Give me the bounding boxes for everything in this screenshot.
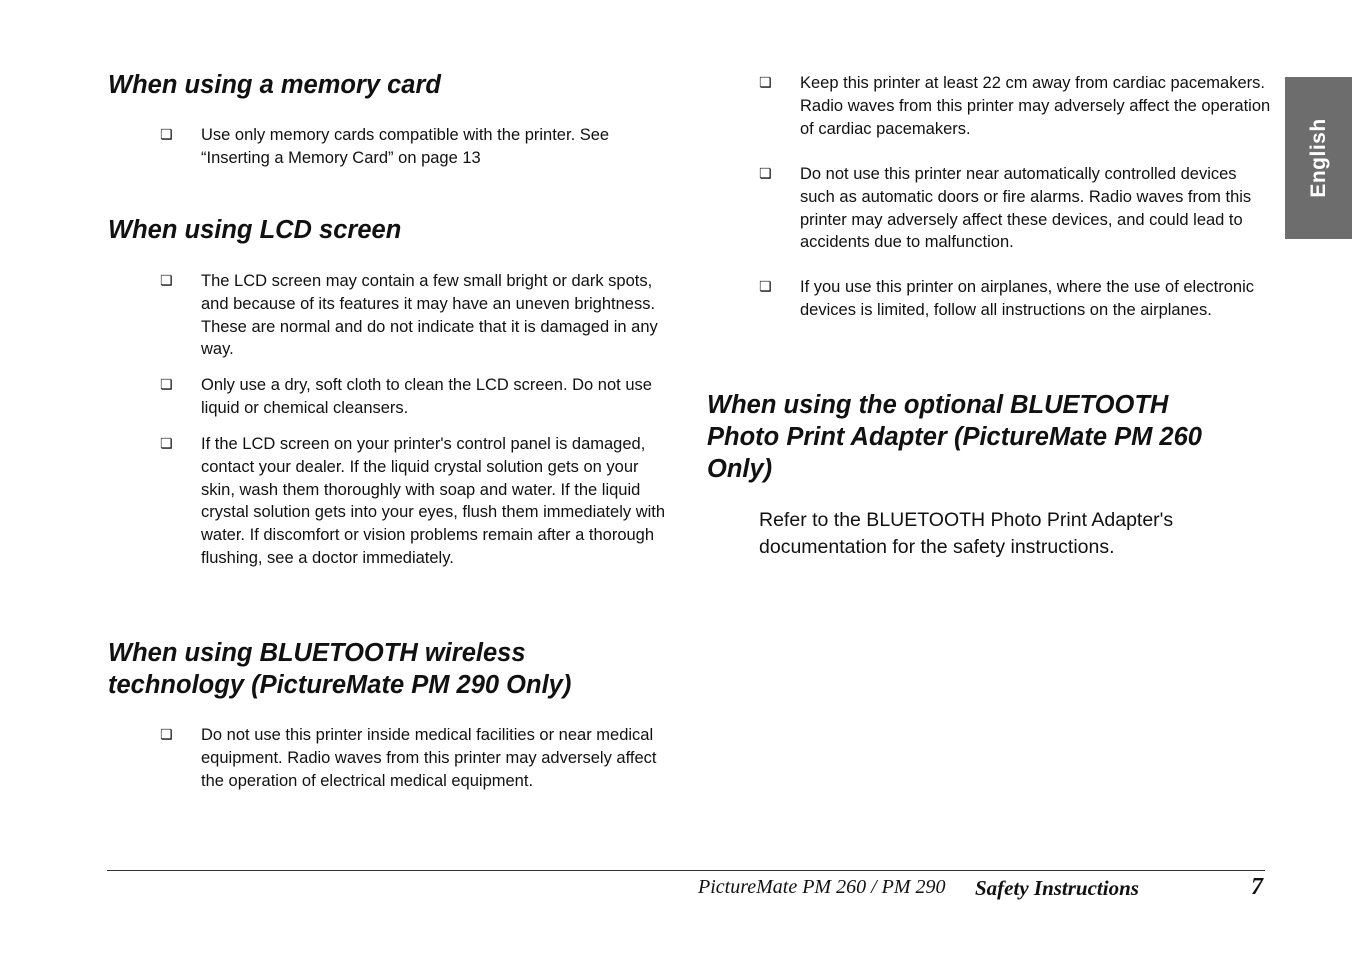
list-item	[160, 270, 670, 361]
checkbox-bullet-icon: ❏	[759, 166, 772, 182]
checkbox-bullet-icon: ❏	[160, 377, 173, 393]
language-tab-label: English	[1306, 118, 1330, 198]
checkbox-bullet-icon: ❏	[160, 273, 173, 289]
list-item-text: Do not use this printer inside medical facilities or near medical equipment. Radio waves from this printer may adversely affect the operation of electrical medical equipment.	[201, 726, 657, 790]
section-heading-bluetooth-adapter-line1: When using the optional BLUETOOTH	[707, 391, 1169, 419]
list-item	[759, 276, 1274, 322]
section-heading-memory-card: When using a memory card	[108, 71, 441, 99]
section-heading-bluetooth-wireless-line1: When using BLUETOOTH wireless	[108, 639, 526, 667]
list-item	[759, 72, 1274, 140]
list-item-text: If you use this printer on airplanes, where the use of electronic devices is limited, follow all instructions on the airplanes.	[800, 278, 1254, 319]
section-heading-bluetooth-adapter-line3: Only)	[707, 455, 773, 483]
list-item	[160, 124, 670, 170]
list-item-text: If the LCD screen on your printer's control panel is damaged, contact your dealer. If the liquid crystal solution gets on your skin, wash them thoroughly with soap and water. If the liquid crystal solution gets into your eyes, flush them immediately with water. If discomfort or vision problems remain after a thorough flushing, see a doctor immediately.	[201, 435, 666, 567]
checkbox-bullet-icon: ❏	[160, 436, 173, 452]
language-tab	[1285, 77, 1352, 239]
section-heading-bluetooth-adapter-line2: Photo Print Adapter (PictureMate PM 260	[707, 423, 1202, 451]
list-item-text: Keep this printer at least 22 cm away from cardiac pacemakers. Radio waves from this printer may adversely affect the operation of cardiac pacemakers.	[800, 74, 1271, 138]
checkbox-bullet-icon: ❏	[759, 75, 772, 91]
bluetooth-adapter-paragraph: Refer to the BLUETOOTH Photo Print Adapter's documentation for the safety instructions.	[759, 509, 1174, 558]
checkbox-bullet-icon: ❏	[759, 279, 772, 295]
list-item-text: Only use a dry, soft cloth to clean the LCD screen. Do not use liquid or chemical cleansers.	[201, 376, 652, 417]
list-item	[160, 374, 670, 420]
list-item	[759, 163, 1274, 254]
page-number: 7	[1251, 874, 1263, 900]
section-heading-bluetooth-wireless-line2: technology (PictureMate PM 290 Only)	[108, 671, 572, 699]
list-item-text: The LCD screen may contain a few small bright or dark spots, and because of its features it may have an uneven brightness. These are normal and do not indicate that it is damaged in any way.	[201, 272, 658, 359]
checkbox-bullet-icon: ❏	[160, 727, 173, 743]
list-item-text: Use only memory cards compatible with the printer. See “Inserting a Memory Card” on page 13	[201, 126, 610, 167]
footer-section-title: Safety Instructions	[975, 876, 1139, 900]
footer-product-name: PictureMate PM 260 / PM 290	[698, 876, 946, 898]
list-item	[160, 724, 670, 792]
list-item	[160, 433, 670, 570]
section-heading-lcd-screen: When using LCD screen	[108, 216, 402, 244]
checkbox-bullet-icon: ❏	[160, 127, 173, 143]
page-footer	[640, 876, 1267, 906]
footer-rule	[107, 870, 1265, 871]
list-item-text: Do not use this printer near automatically controlled devices such as automatic doors or fire alarms. Radio waves from this printer may adversely affect these devices, and could lead to accidents due to malfunction.	[800, 165, 1252, 252]
